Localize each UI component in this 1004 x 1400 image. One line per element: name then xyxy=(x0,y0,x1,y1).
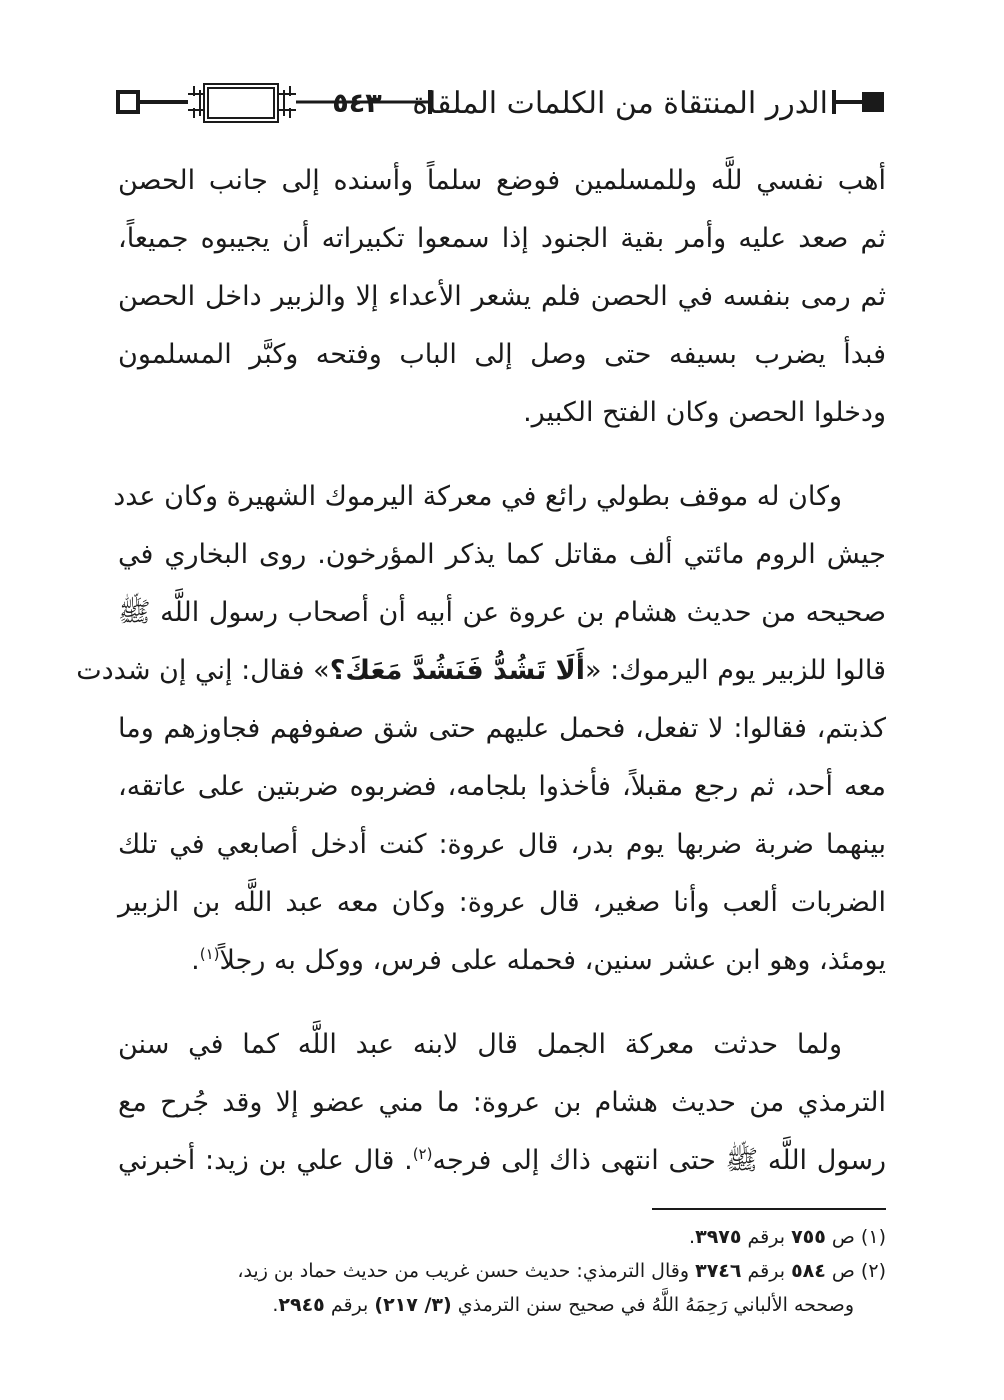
text-line-content: يومئذ، وهو ابن عشر سنين، فحمله على فرس، ووكل به رجلاً xyxy=(219,945,886,976)
text-line-indented xyxy=(118,1016,886,1074)
text-line-with-footnote xyxy=(118,932,886,990)
running-title-text: الدرر المنتقاة من الكلمات الملقاة xyxy=(412,86,828,121)
text-line: ودخلوا الحصن وكان الفتح الكبير. xyxy=(523,397,886,428)
header-square-left xyxy=(118,92,138,112)
footnote-separator xyxy=(652,1208,886,1210)
text-line: أهب نفسي للَّه وللمسلمين فوضع سلماً وأسنده إلى جانب الحصن xyxy=(118,165,886,196)
text-line: ثم صعد عليه وأمر بقية الجنود إذا سمعوا تكبيراته أن يجيبوه جميعاً، xyxy=(118,223,886,254)
paragraph-1 xyxy=(118,152,886,442)
header-bar-right xyxy=(832,90,836,114)
footnote-marker-1[interactable]: (١) xyxy=(199,945,220,963)
footnote-2-line2-number: ٢٩٤٥ xyxy=(278,1294,325,1316)
footnote-2-reference: (٣/ ٢١٧) xyxy=(374,1294,452,1316)
quote-lead-in: قالوا للزبير يوم اليرموك: « xyxy=(585,655,886,686)
footnote-1 xyxy=(118,1220,886,1254)
text-line-indented xyxy=(113,468,886,526)
footnote-2-line2: وصححه الألباني رَحِمَهُ اللَّهُ في صحيح سنن الترمذي xyxy=(457,1294,854,1316)
page-number-frame xyxy=(188,84,296,122)
hadith-quote: أَلَا تَشُدُّ فَنَشُدَّ مَعَكَ؟ xyxy=(329,655,585,686)
footnote-1-prefix: (١) ص xyxy=(831,1226,886,1248)
footnote-2-line2-end: . xyxy=(272,1294,279,1316)
text-line-content: ولما حدثت معركة الجمل قال لابنه عبد اللَّه كما في سنن xyxy=(118,1029,842,1060)
footnote-1-number: ٣٩٧٥ xyxy=(695,1226,742,1248)
page-number: ٥٤٣ xyxy=(332,88,382,119)
sentence-end: . xyxy=(191,945,200,976)
text-line-content: رسول اللَّه ﷺ حتى انتهى ذاك إلى فرجه xyxy=(432,1145,886,1176)
paragraph-gap xyxy=(118,442,886,468)
text-line: كذبتم، فقالوا: لا تفعل، فحمل عليهم حتى شق صفوفهم فجاوزهم وما xyxy=(118,713,886,744)
footnote-2-mid: برقم xyxy=(747,1260,786,1282)
running-title xyxy=(412,84,828,124)
text-line: الضربات ألعب وأنا صغير، قال عروة: وكان معه عبد اللَّه بن الزبير xyxy=(118,887,886,918)
text-line-content: وكان له موقف بطولي رائع في معركة اليرموك الشهيرة وكان عدد xyxy=(113,481,842,512)
quote-follow: » فقال: إني إن شددت xyxy=(76,655,330,686)
footnote-1-end: . xyxy=(689,1226,696,1248)
text-line: بينهما ضربة ضربها يوم بدر، قال عروة: كنت أدخل أصابعي في تلك xyxy=(118,829,886,860)
text-line: ثم رمى بنفسه في الحصن فلم يشعر الأعداء إلا والزبير داخل الحصن xyxy=(118,281,886,312)
footnote-2-page: ٥٨٤ xyxy=(791,1260,826,1282)
text-line: صحيحه من حديث هشام بن عروة عن أبيه أن أصحاب رسول اللَّه ﷺ xyxy=(118,597,886,628)
header-square-right xyxy=(862,92,884,112)
footnote-2-prefix: (٢) ص xyxy=(831,1260,886,1282)
text-line-with-quote xyxy=(76,642,886,700)
footnote-2-text: وقال الترمذي: حديث حسن غريب من حديث حماد بن زيد، xyxy=(237,1260,690,1282)
main-text xyxy=(76,152,886,1190)
footnote-1-mid: برقم xyxy=(747,1226,786,1248)
text-line: معه أحد، ثم رجع مقبلاً، فأخذوا بلجامه، فضربوه ضربتين على عاتقه، xyxy=(118,771,886,802)
text-line-with-footnote xyxy=(118,1132,886,1190)
paragraph-3 xyxy=(118,1016,886,1190)
footnote-2-line2-mid: برقم xyxy=(330,1294,369,1316)
footnote-2 xyxy=(118,1254,886,1288)
footnote-2-number: ٣٧٤٦ xyxy=(695,1260,742,1282)
text-line: فبدأ يضرب بسيفه حتى وصل إلى الباب وفتحه وكبَّر المسلمون xyxy=(118,339,886,370)
page-header xyxy=(116,80,886,128)
text-line: جيش الروم مائتي ألف مقاتل كما يذكر المؤرخون. روى البخاري في xyxy=(118,539,886,570)
text-line-content: . قال علي بن زيد: أخبرني xyxy=(118,1145,413,1176)
footnote-marker-2[interactable]: (٢) xyxy=(412,1145,433,1163)
text-line: الترمذي من حديث هشام بن عروة: ما مني عضو إلا وقد جُرح مع xyxy=(118,1087,886,1118)
paragraph-2 xyxy=(76,468,886,990)
footnote-2-continuation xyxy=(118,1288,886,1322)
paragraph-gap xyxy=(118,990,886,1016)
footnotes xyxy=(118,1220,886,1322)
footnote-1-page: ٧٥٥ xyxy=(791,1226,826,1248)
